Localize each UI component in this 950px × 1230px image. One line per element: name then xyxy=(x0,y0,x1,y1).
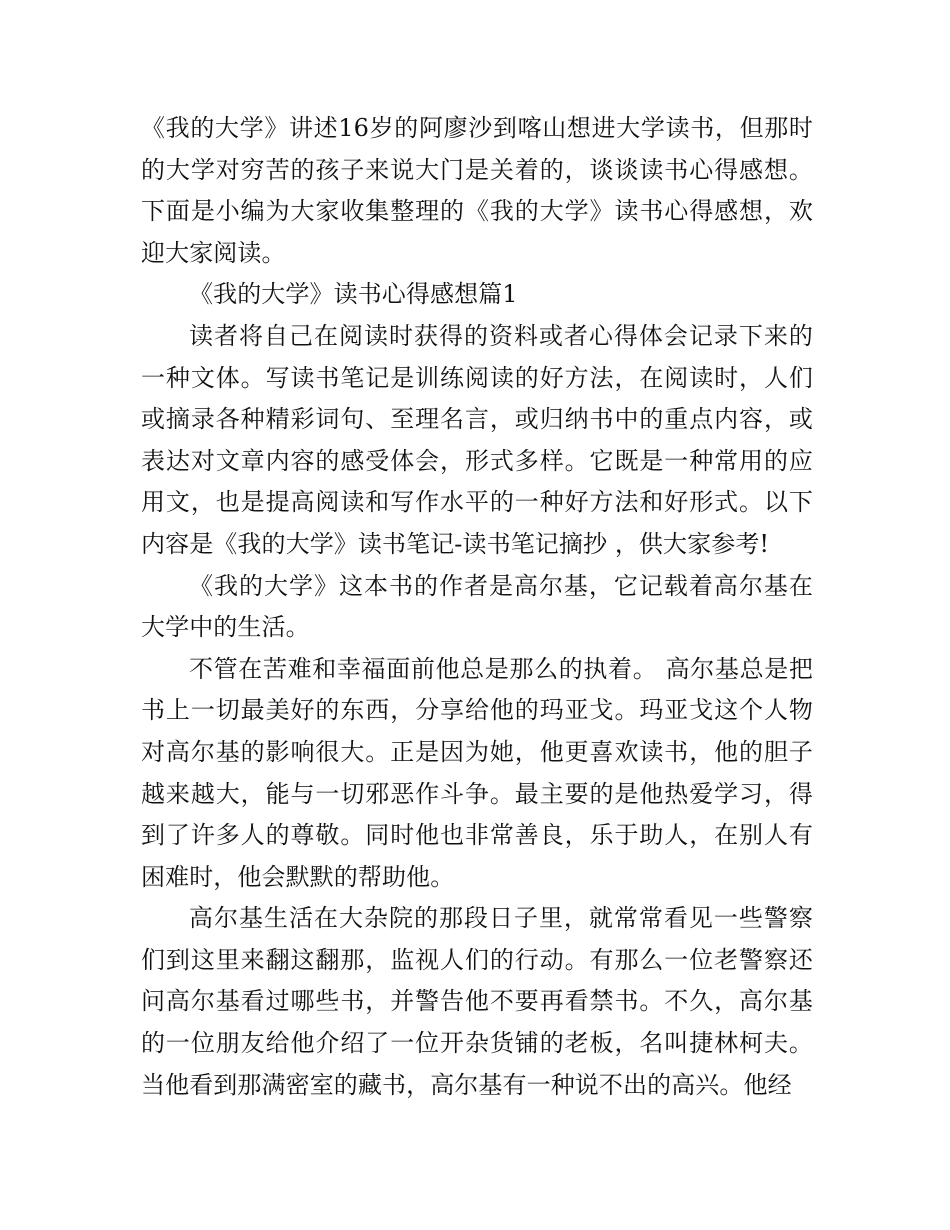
body-paragraph: 高尔基生活在大杂院的那段日子里，就常常看见一些警察们到这里来翻这翻那，监视人们的行动。有那么一位老警察还问高尔基看过哪些书，并警告他不要再看禁书。不久，高尔基的一位朋友给他介绍了一位开杂货铺的老板，名叫捷林柯夫。当他看到那满密室的藏书，高尔基有一种说不出的高兴。他经 xyxy=(141,904,813,1099)
document-page xyxy=(141,108,813,1106)
body-paragraph: 不管在苦难和幸福面前他总是那么的执着。 高尔基总是把书上一切最美好的东西，分享给他的玛亚戈。玛亚戈这个人物对高尔基的影响很大。正是因为她，他更喜欢读书，他的胆子越来越大，能与一切邪恶作斗争。最主要的是他热爱学习，得到了许多人的尊敬。同时他也非常善良，乐于助人，在别人有困难时，他会默默的帮助他。 xyxy=(141,654,813,891)
section-heading: 《我的大学》读书心得感想篇1 xyxy=(189,280,518,309)
body-paragraph: 《我的大学》这本书的作者是高尔基，它记载着高尔基在大学中的生活。 xyxy=(141,571,813,642)
intro-paragraph: 《我的大学》讲述16岁的阿廖沙到喀山想进大学读书，但那时的大学对穷苦的孩子来说大门是关着的，谈谈读书心得感想。下面是小编为大家收集整理的《我的大学》读书心得感想，欢迎大家阅读。 xyxy=(141,114,813,267)
body-paragraph: 读者将自己在阅读时获得的资料或者心得体会记录下来的一种文体。写读书笔记是训练阅读的好方法，在阅读时，人们或摘录各种精彩词句、至理名言，或归纳书中的重点内容，或表达对文章内容的感受体会，形式多样。它既是一种常用的应用文，也是提高阅读和写作水平的一种好方法和好形式。以下内容是《我的大学》读书笔记-读书笔记摘抄 ，供大家参考! xyxy=(141,321,813,558)
